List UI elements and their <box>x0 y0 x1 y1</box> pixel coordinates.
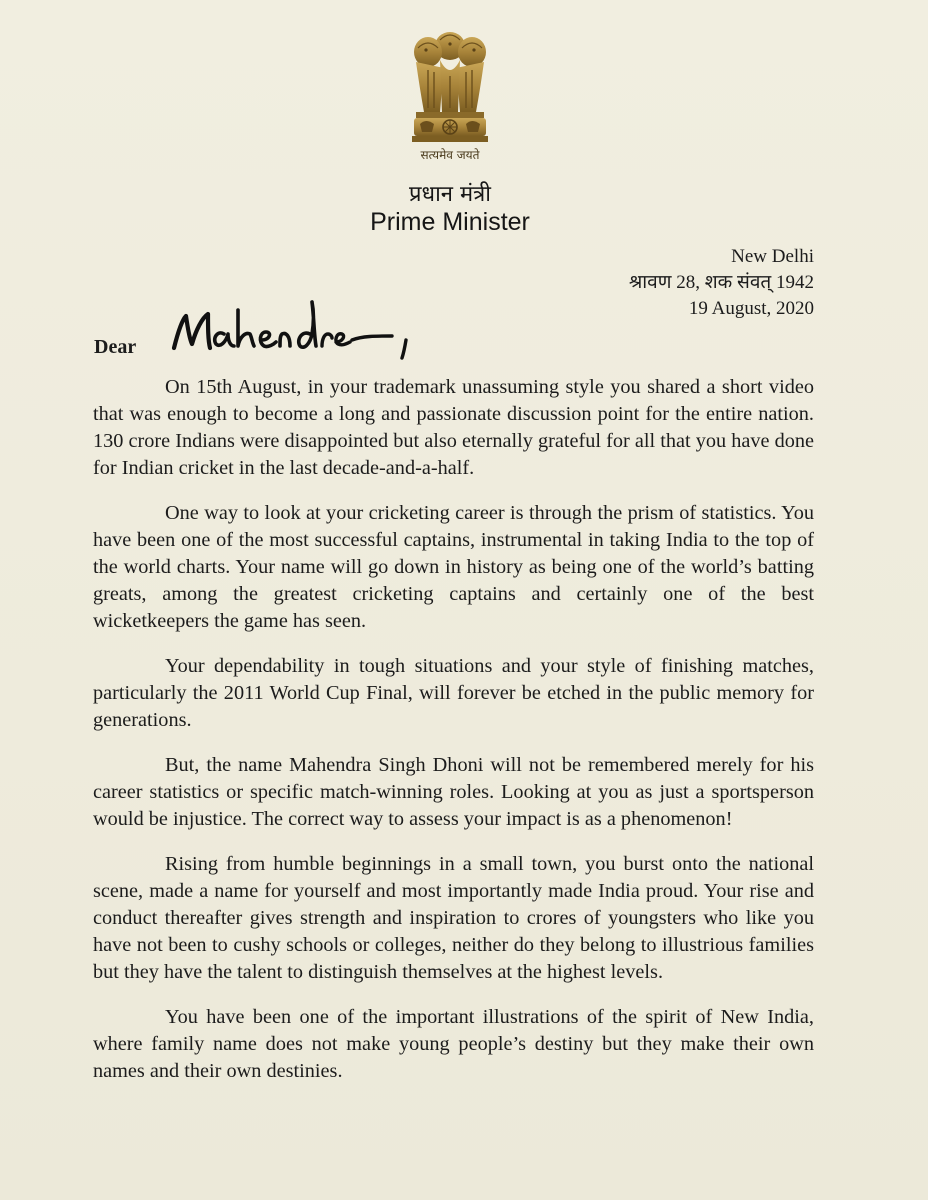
paragraph: You have been one of the important illustrations of the spirit of New India, where family name does not make young people’s destiny but they make their own names and their own destinies. <box>93 1006 814 1082</box>
paragraph: On 15th August, in your trademark unassuming style you shared a short video that was enough to become a long and passionate discussion point for the entire nation. 130 crore Indians were disappointed but also eternally grateful for all that you have done for Indian cricket in the last decade-and-a-half. <box>93 376 814 479</box>
salutation-greeting: Dear <box>94 336 137 358</box>
state-emblem-icon <box>400 20 500 160</box>
city: New Delhi <box>731 246 814 267</box>
national-motto: सत्यमेव जयते <box>420 148 480 162</box>
place-date-block <box>629 244 814 322</box>
paragraph: But, the name Mahendra Singh Dhoni will not be remembered merely for his career statistics or specific match-winning roles. Looking at you as just a sportsperson would be injustice. The correct way to assess your impact is as a phenomenon! <box>93 754 814 830</box>
date-gregorian: 19 August, 2020 <box>688 298 814 319</box>
handwritten-name <box>166 290 416 370</box>
office-title-hindi: प्रधान मंत्री <box>409 182 491 207</box>
paragraph: Your dependability in tough situations and your style of finishing matches, particularly the 2011 World Cup Final, will forever be etched in the public memory for generations. <box>93 655 814 731</box>
paragraph: Rising from humble beginnings in a small town, you burst onto the national scene, made a name for yourself and most importantly made India proud. Your rise and conduct thereafter gives strength and inspiration to crores of youngsters who like you have not been to cushy schools or colleges, neither do they belong to illustrious families but they have the talent to distinguish themselves at the highest levels. <box>93 853 814 983</box>
office-title-english: Prime Minister <box>370 208 530 236</box>
date-saka: श्रावण 28, शक संवत् 1942 <box>628 272 814 293</box>
letter-body <box>93 374 814 1103</box>
paragraph: One way to look at your cricketing career is through the prism of statistics. You have been one of the most successful captains, instrumental in taking India to the top of the world charts. Your name will go down in history as being one of the world’s batting greats, among the greatest cricketing captains and certainly one of the best wicketkeepers the game has seen. <box>93 502 814 632</box>
